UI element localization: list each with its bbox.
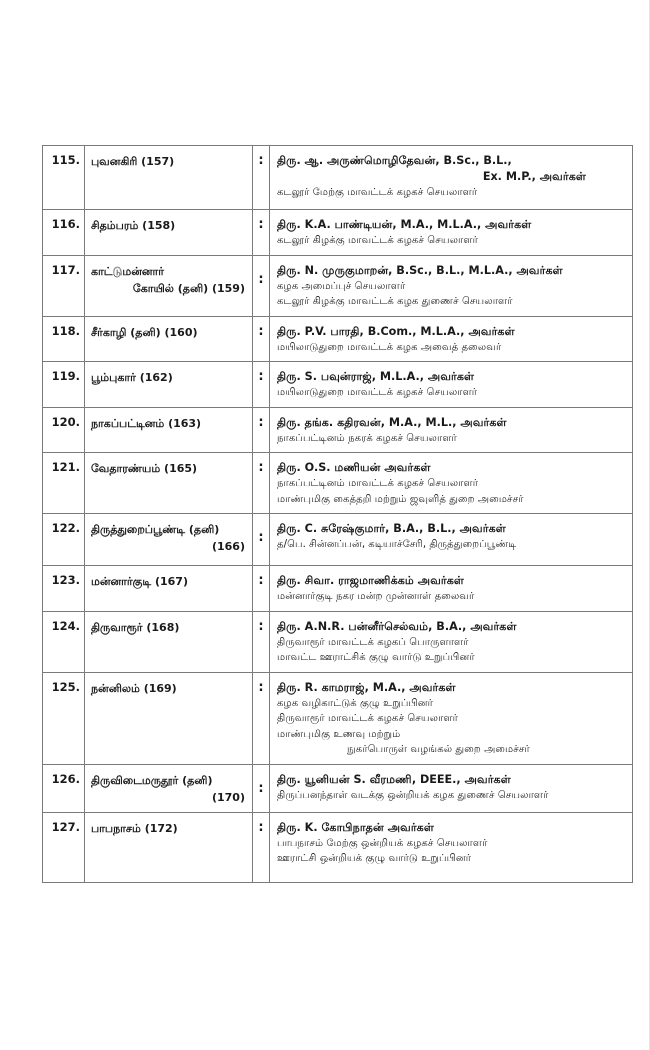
separator-cell [253, 514, 270, 566]
colon-separator: : [258, 153, 264, 168]
serial-number: 118. [43, 316, 85, 362]
candidate-role: த/பெ. சின்னப்பன், கடியாச்சேரி, திருத்துறைப்பூண்டி [277, 539, 517, 550]
candidate-detail-cell [270, 407, 633, 453]
candidate-name-continued: Ex. M.P., அவர்கள் [482, 170, 586, 183]
candidate-role: மாவட்ட ஊராட்சிக் குழு வார்டு உறுப்பினர் [277, 652, 475, 663]
constituency-cell [85, 764, 253, 812]
colon-separator: : [258, 369, 264, 384]
separator-cell [253, 316, 270, 362]
constituency-cell [85, 362, 253, 408]
table-row [43, 514, 633, 566]
candidate-table [42, 145, 633, 883]
candidate-role: கடலூர் கிழக்கு மாவட்டக் கழகச் செயலாளர் [277, 235, 478, 246]
candidate-name: திரு. சிவா. ராஜமாணிக்கம் அவர்கள் [277, 574, 465, 587]
candidate-role: நுகர்பொருள் வழங்கல் துறை அமைச்சர் [347, 744, 530, 755]
constituency-name: திருத்துறைப்பூண்டி (தனி) [91, 523, 220, 536]
table-row [43, 146, 633, 210]
candidate-name: திரு. R. காமராஜ், M.A., அவர்கள் [277, 680, 456, 694]
serial-number: 117. [43, 255, 85, 316]
constituency-name: மன்னார்குடி (167) [91, 575, 188, 588]
candidate-detail-cell [270, 316, 633, 362]
colon-separator: : [258, 618, 264, 634]
separator-cell [253, 672, 270, 764]
serial-number: 127. [43, 812, 85, 882]
candidate-name: திரு. A.N.R. பன்னீர்செல்வம், B.A., அவர்கள் [277, 619, 517, 633]
candidate-role: மயிலாடுதுறை மாவட்டக் கழக அவைத் தலைவர் [277, 341, 502, 353]
candidate-name: திரு. S. பவுன்ராஜ், M.L.A., அவர்கள் [277, 370, 475, 383]
constituency-cell [85, 453, 253, 514]
separator-cell [253, 812, 270, 882]
colon-separator: : [258, 780, 264, 796]
constituency-name: காட்டுமன்னார் [91, 264, 165, 278]
constituency-cell [85, 316, 253, 362]
constituency-name: நாகப்பட்டினம் (163) [91, 416, 202, 430]
candidate-role: திருப்பனந்தாள் வடக்கு ஒன்றியக் கழக துணைச் செயலாளர் [277, 789, 549, 801]
constituency-cell [85, 514, 253, 566]
serial-number: 124. [43, 611, 85, 672]
separator-cell [253, 453, 270, 514]
candidate-role: ஊராட்சி ஒன்றியக் குழு வார்டு உறுப்பினர் [277, 853, 472, 864]
candidate-detail-cell [270, 611, 633, 672]
table-row [43, 362, 633, 408]
table-row [43, 210, 633, 256]
candidate-name: திரு. C. சுரேஷ்குமார், B.A., B.L., அவர்கள் [277, 522, 506, 535]
constituency-cell [85, 566, 253, 612]
candidate-role: நாகப்பட்டினம் நகரக் கழகச் செயலாளர் [277, 432, 457, 444]
candidate-detail-cell [270, 514, 633, 566]
serial-number: 119. [43, 362, 85, 408]
separator-cell [253, 210, 270, 256]
colon-separator: : [258, 217, 264, 232]
separator-cell [253, 611, 270, 672]
table-row [43, 566, 633, 612]
colon-separator: : [258, 323, 264, 339]
constituency-name: சீர்காழி (தனி) (160) [91, 325, 198, 339]
candidate-role: மன்னார்குடி நகர மன்ற முன்னாள் தலைவர் [277, 591, 475, 602]
candidate-table-body [43, 146, 633, 883]
constituency-name: கோயில் (தனி) (159) [132, 281, 245, 295]
serial-number: 115. [43, 146, 85, 210]
candidate-detail-cell [270, 255, 633, 316]
candidate-role: நாகப்பட்டினம் மாவட்டக் கழகச் செயலாளர் [277, 478, 479, 489]
candidate-detail-cell [270, 453, 633, 514]
candidate-role: கழக வழிகாட்டுக் குழு உறுப்பினர் [277, 697, 433, 709]
constituency-cell [85, 672, 253, 764]
table-row [43, 255, 633, 316]
constituency-cell [85, 255, 253, 316]
candidate-role: மயிலாடுதுறை மாவட்டக் கழகச் செயலாளர் [277, 387, 478, 398]
candidate-role: கடலூர் கிழக்கு மாவட்டக் கழக துணைச் செயலாளர் [277, 296, 513, 307]
constituency-name: வேதாரண்யம் (165) [91, 462, 198, 475]
constituency-cell [85, 146, 253, 210]
candidate-name: திரு. K.A. பாண்டியன், M.A., M.L.A., அவர்கள் [277, 218, 532, 231]
candidate-detail-cell [270, 210, 633, 256]
candidate-name: திரு. N. முருகுமாறன், B.Sc., B.L., M.L.A., அவர்கள் [277, 263, 563, 277]
candidate-detail-cell [270, 672, 633, 764]
constituency-cell [85, 611, 253, 672]
colon-separator: : [258, 460, 264, 475]
separator-cell [253, 362, 270, 408]
candidate-name: திரு. P.V. பாரதி, B.Com., M.L.A., அவர்கள் [277, 324, 515, 338]
candidate-name: திரு. ஆ. அருண்மொழிதேவன், B.Sc., B.L., [277, 154, 512, 167]
constituency-cell [85, 210, 253, 256]
serial-number: 116. [43, 210, 85, 256]
candidate-role: மாண்புமிகு உணவு மற்றும் [277, 728, 401, 740]
serial-number: 120. [43, 407, 85, 453]
colon-separator: : [258, 573, 264, 588]
candidate-detail-cell [270, 812, 633, 882]
candidate-name: திரு. தங்க. கதிரவன், M.A., M.L., அவர்கள் [277, 415, 507, 429]
colon-separator: : [258, 819, 264, 835]
candidate-role: கழக அமைப்புச் செயலாளர் [277, 280, 406, 292]
separator-cell [253, 566, 270, 612]
separator-cell [253, 764, 270, 812]
colon-separator: : [258, 679, 264, 695]
table-row [43, 611, 633, 672]
constituency-name: திருவாரூர் (168) [91, 620, 180, 634]
colon-separator: : [258, 414, 264, 430]
constituency-name: (166) [211, 540, 245, 553]
constituency-name: திருவிடைமருதூர் (தனி) [91, 773, 213, 787]
constituency-name: சிதம்பரம் (158) [91, 219, 176, 232]
serial-number: 126. [43, 764, 85, 812]
constituency-name: நன்னிலம் (169) [91, 681, 177, 695]
candidate-role: பாபநாசம் மேற்கு ஒன்றியக் கழகச் செயலாளர் [277, 837, 488, 849]
candidate-role: திருவாரூர் மாவட்டக் கழகச் செயலாளர் [277, 713, 458, 724]
serial-number: 125. [43, 672, 85, 764]
candidate-role: கடலூர் மேற்கு மாவட்டக் கழகச் செயலாளர் [277, 187, 478, 198]
table-row [43, 407, 633, 453]
separator-cell [253, 407, 270, 453]
constituency-name: புவனகிரி (157) [91, 155, 175, 168]
table-row [43, 672, 633, 764]
table-row [43, 812, 633, 882]
constituency-name: (170) [211, 790, 245, 804]
candidate-detail-cell [270, 362, 633, 408]
candidate-detail-cell [270, 764, 633, 812]
constituency-name: பூம்புகார் (162) [91, 371, 173, 384]
constituency-cell [85, 812, 253, 882]
separator-cell [253, 255, 270, 316]
table-row [43, 764, 633, 812]
serial-number: 123. [43, 566, 85, 612]
candidate-detail-cell [270, 566, 633, 612]
constituency-cell [85, 407, 253, 453]
serial-number: 121. [43, 453, 85, 514]
candidate-detail-cell [270, 146, 633, 210]
table-row [43, 316, 633, 362]
colon-separator: : [258, 271, 264, 287]
candidate-role: மாண்புமிகு கைத்தறி மற்றும் ஜவுளித் துறை அமைச்சர் [277, 493, 524, 505]
colon-separator: : [258, 530, 264, 545]
constituency-name: பாபநாசம் (172) [91, 821, 178, 835]
serial-number: 122. [43, 514, 85, 566]
candidate-name: திரு. K. கோபிநாதன் அவர்கள் [277, 820, 434, 834]
candidate-name: திரு. O.S. மணியன் அவர்கள் [277, 461, 431, 474]
candidate-name: திரு. யூனியன் S. வீரமணி, DEEE., அவர்கள் [277, 772, 511, 786]
separator-cell [253, 146, 270, 210]
table-row [43, 453, 633, 514]
candidate-role: திருவாரூர் மாவட்டக் கழகப் பொருளாளர் [277, 636, 469, 648]
